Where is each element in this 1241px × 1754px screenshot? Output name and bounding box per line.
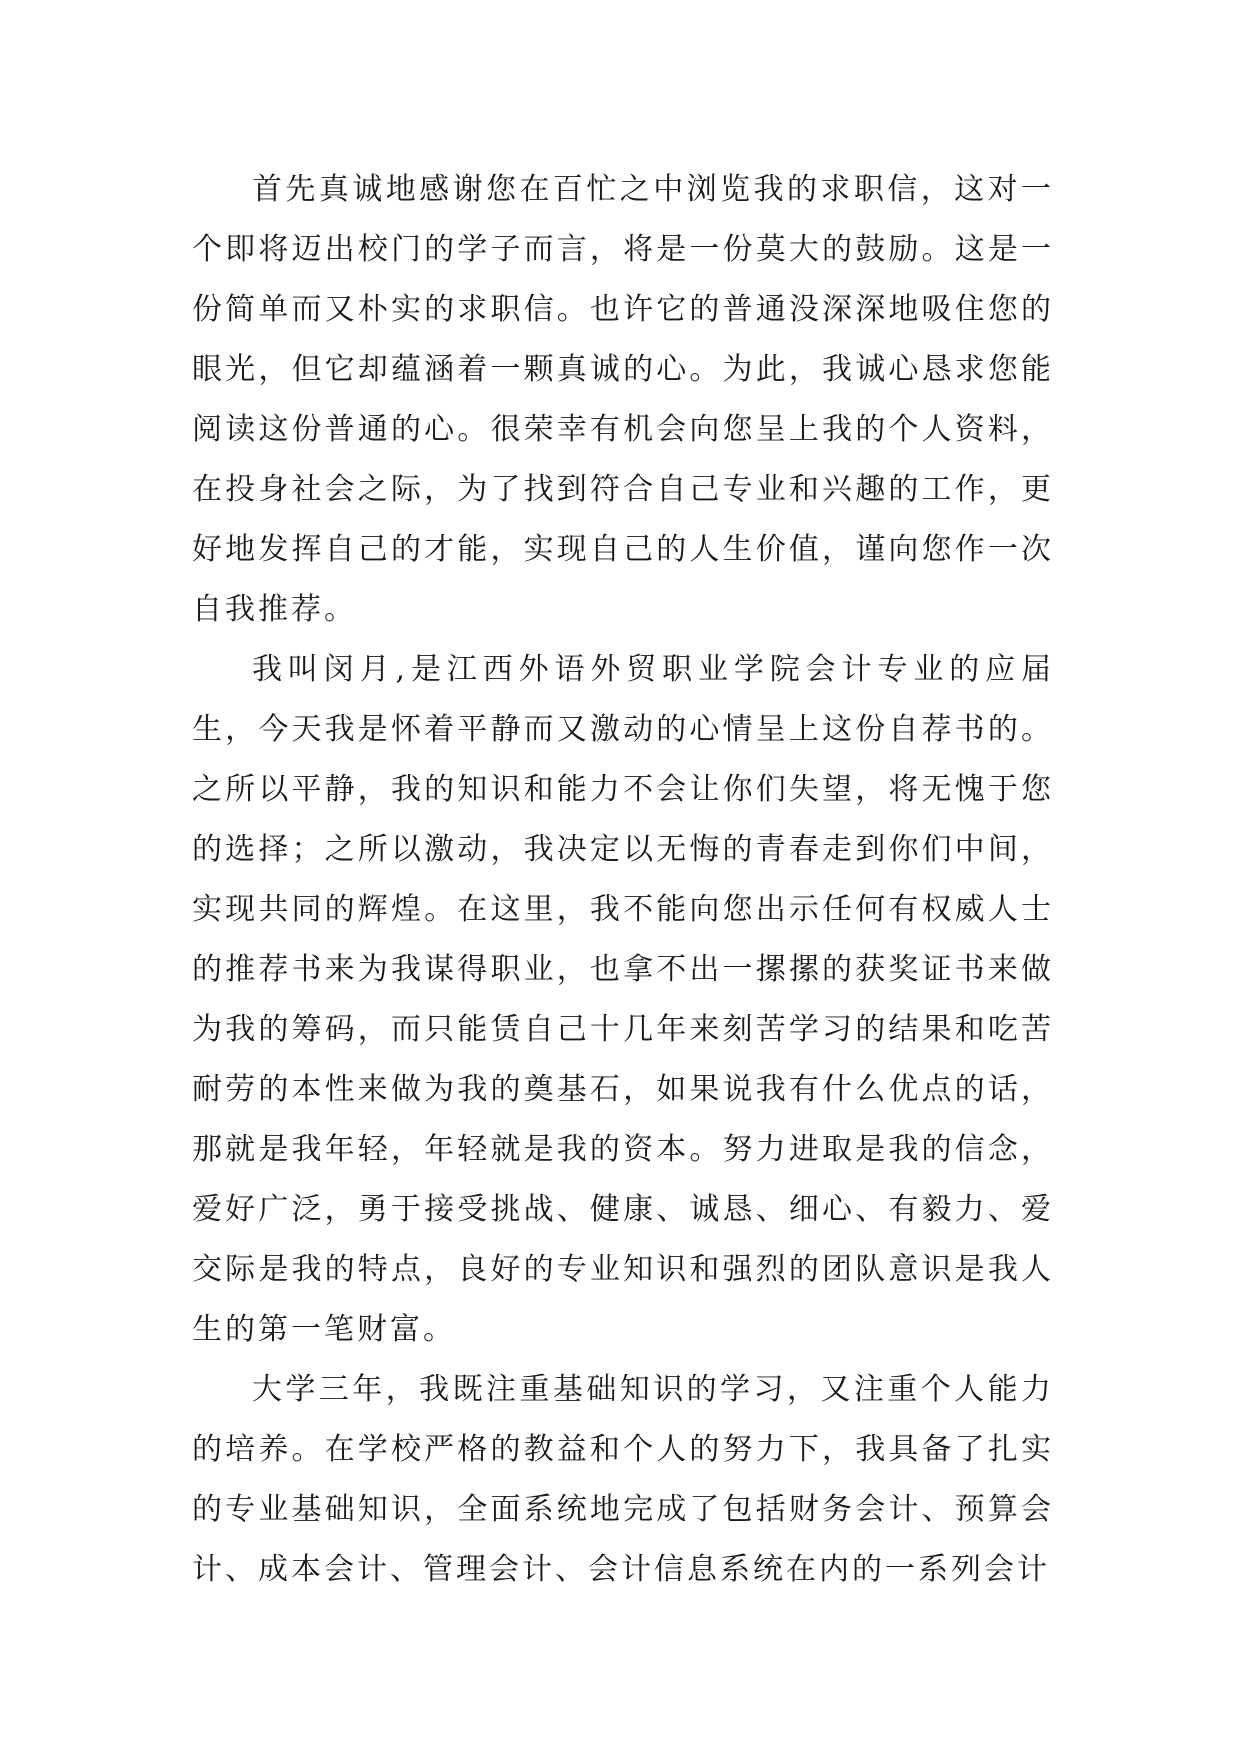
paragraph-2: 我叫闵月,是江西外语外贸职业学院会计专业的应届生，今天我是怀着平静而又激动的心情呈上这份自荐书的。之所以平静，我的知识和能力不会让你们失望，将无愧于您的选择；之所以激动，我决定以无悔的青春走到你们中间，实现共同的辉煌。在这里，我不能向您出示任何有权威人士的推荐书来为我谋得职业，也拿不出一摞摞的获奖证书来做为我的筹码，而只能赁自己十几年来刻苦学习的结果和吃苦耐劳的本性来做为我的奠基石，如果说我有什么优点的话，那就是我年轻，年轻就是我的资本。努力进取是我的信念，爱好广泛，勇于接受挑战、健康、诚恳、细心、有毅力、爱交际是我的特点，良好的专业知识和强烈的团队意识是我人生的第一笔财富。 [192, 652, 1054, 1347]
paragraph-1: 首先真诚地感谢您在百忙之中浏览我的求职信，这对一个即将迈出校门的学子而言，将是一份莫大的鼓励。这是一份简单而又朴实的求职信。也许它的普通没深深地吸住您的眼光，但它却蕴涵着一颗真诚的心。为此，我诚心恳求您能阅读这份普通的心。很荣幸有机会向您呈上我的个人资料，在投身社会之际，为了找到符合自己专业和兴趣的工作，更好地发挥自己的才能，实现自己的人生价值，谨向您作一次自我推荐。 [192, 172, 1054, 627]
letter-body [192, 160, 1054, 1600]
paragraph-3: 大学三年，我既注重基础知识的学习，又注重个人能力的培养。在学校严格的教益和个人的努力下，我具备了扎实的专业基础知识，全面系统地完成了包括财务会计、预算会计、成本会计、管理会计、会计信息系统在内的一系列会计 [192, 1372, 1054, 1587]
